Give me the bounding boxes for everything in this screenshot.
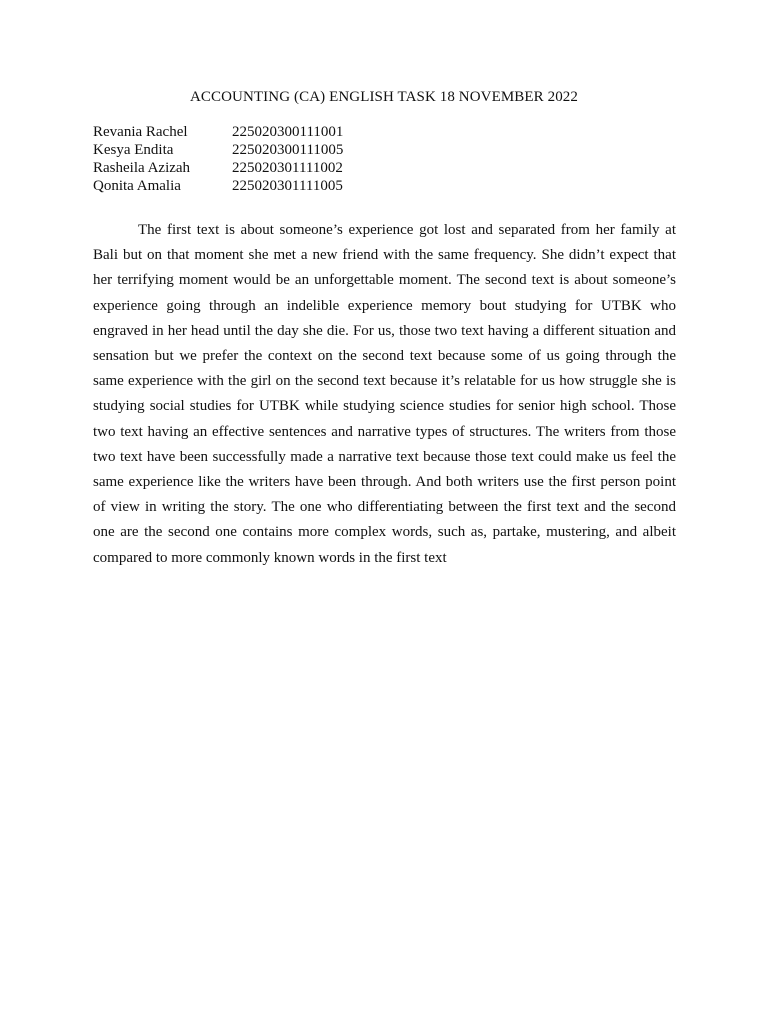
member-name: Qonita Amalia (93, 178, 181, 194)
member-name: Rasheila Azizah (93, 160, 191, 176)
body-paragraph: The first text is about someone’s experience got lost and separated from her family at Bali but on that moment she met a new friend with the same frequency. She didn’t expect that her terrifying moment would be an unforgettable moment. The second text is about someone’s experience going through an indelible experience memory bout studying for UTBK who engraved in her head until the day she die. For us, those two text having a different situation and sensation but we prefer the context on the second text because some of us going through the same experience with the girl on the second text because it’s relatable for us how struggle she is studying social studies for UTBK while studying science studies for senior high school. Those two text having an effective sentences and narrative types of structures. The writers from those two text have been successfully made a narrative text because those text could make us feel the same experience like the writers have been through. And both writers use the first person point of view in writing the story. The one who differentiating between the first text and the second one are the second one contains more complex words, such as, partake, mustering, and albeit compared to more commonly known words in the first text (93, 222, 676, 566)
member-id: 225020300111001 (232, 124, 344, 140)
member-id: 225020301111005 (232, 178, 343, 194)
member-row (93, 159, 493, 177)
member-name: Kesya Endita (93, 142, 174, 158)
member-id: 225020301111002 (232, 160, 343, 176)
document-title: ACCOUNTING (CA) ENGLISH TASK 18 NOVEMBER 2022 (189, 89, 579, 105)
member-row (93, 177, 493, 195)
member-list (93, 123, 493, 195)
member-row (93, 141, 493, 159)
member-name: Revania Rachel (93, 124, 188, 140)
member-row (93, 123, 493, 141)
member-id: 225020300111005 (232, 142, 344, 158)
